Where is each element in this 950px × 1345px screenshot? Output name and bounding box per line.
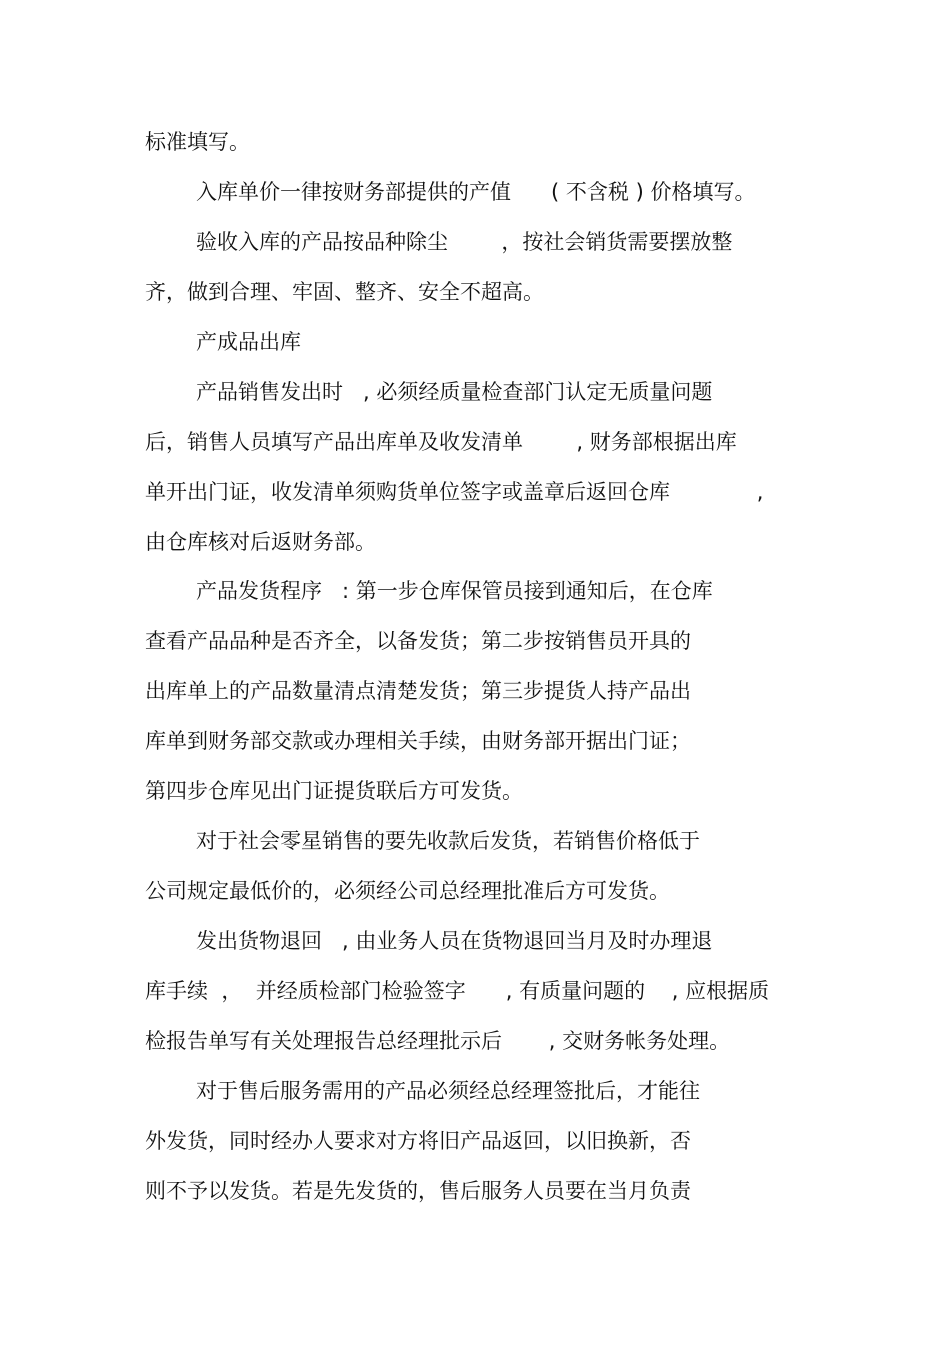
text-line: 检报告单写有关处理报告总经理批示后 , 交财务帐务处理。 (145, 1029, 731, 1053)
text-line: 外发货，同时经办人要求对方将旧产品返回，以旧换新，否 (145, 1129, 691, 1153)
text-line-continuation: 标准填写。 (145, 130, 250, 154)
paragraph-unit-price: 入库单价一律按财务部提供的产值 ( 不含税 ) 价格填写。 (196, 180, 756, 204)
paragraph-retail-sales-start: 对于社会零星销售的要先收款后发货，若销售价格低于 (196, 829, 700, 853)
text-line: 齐，做到合理、牢固、整齐、安全不超高。 (145, 280, 544, 304)
text-line: 则不予以发货。若是先发货的，售后服务人员要在当月负责 (145, 1179, 691, 1203)
text-line: 库手续 ， 并经质检部门检验签字 , 有质量问题的 , 应根据质 (145, 979, 770, 1003)
text-line: 第四步仓库见出门证提货联后方可发货。 (145, 779, 523, 803)
paragraph-after-sales-start: 对于售后服务需用的产品必须经总经理签批后，才能往 (196, 1079, 700, 1103)
paragraph-shipping-procedure-start: 产品发货程序 : 第一步仓库保管员接到通知后，在仓库 (196, 579, 713, 603)
text-line: 查看产品品种是否齐全，以备发货；第二步按销售员开具的 (145, 629, 691, 653)
text-line: 单开出门证，收发清单须购货单位签字或盖章后返回仓库 , (145, 480, 764, 504)
paragraph-storage-start: 验收入库的产品按品种除尘 ，按社会销货需要摆放整 (196, 230, 733, 254)
text-line: 库单到财务部交款或办理相关手续，由财务部开据出门证； (145, 729, 691, 753)
text-line: 公司规定最低价的，必须经公司总经理批准后方可发货。 (145, 879, 670, 903)
text-line: 后，销售人员填写产品出库单及收发清单 , 财务部根据出库 (145, 430, 737, 454)
paragraph-sales-dispatch-start: 产品销售发出时 , 必须经质量检查部门认定无质量问题 (196, 380, 713, 404)
paragraph-returns-start: 发出货物退回 , 由业务人员在货物退回当月及时办理退 (196, 929, 713, 953)
text-line: 由仓库核对后返财务部。 (145, 530, 376, 554)
text-line: 出库单上的产品数量清点清楚发货；第三步提货人持产品出 (145, 679, 691, 703)
section-heading-outbound: 产成品出库 (196, 330, 301, 354)
